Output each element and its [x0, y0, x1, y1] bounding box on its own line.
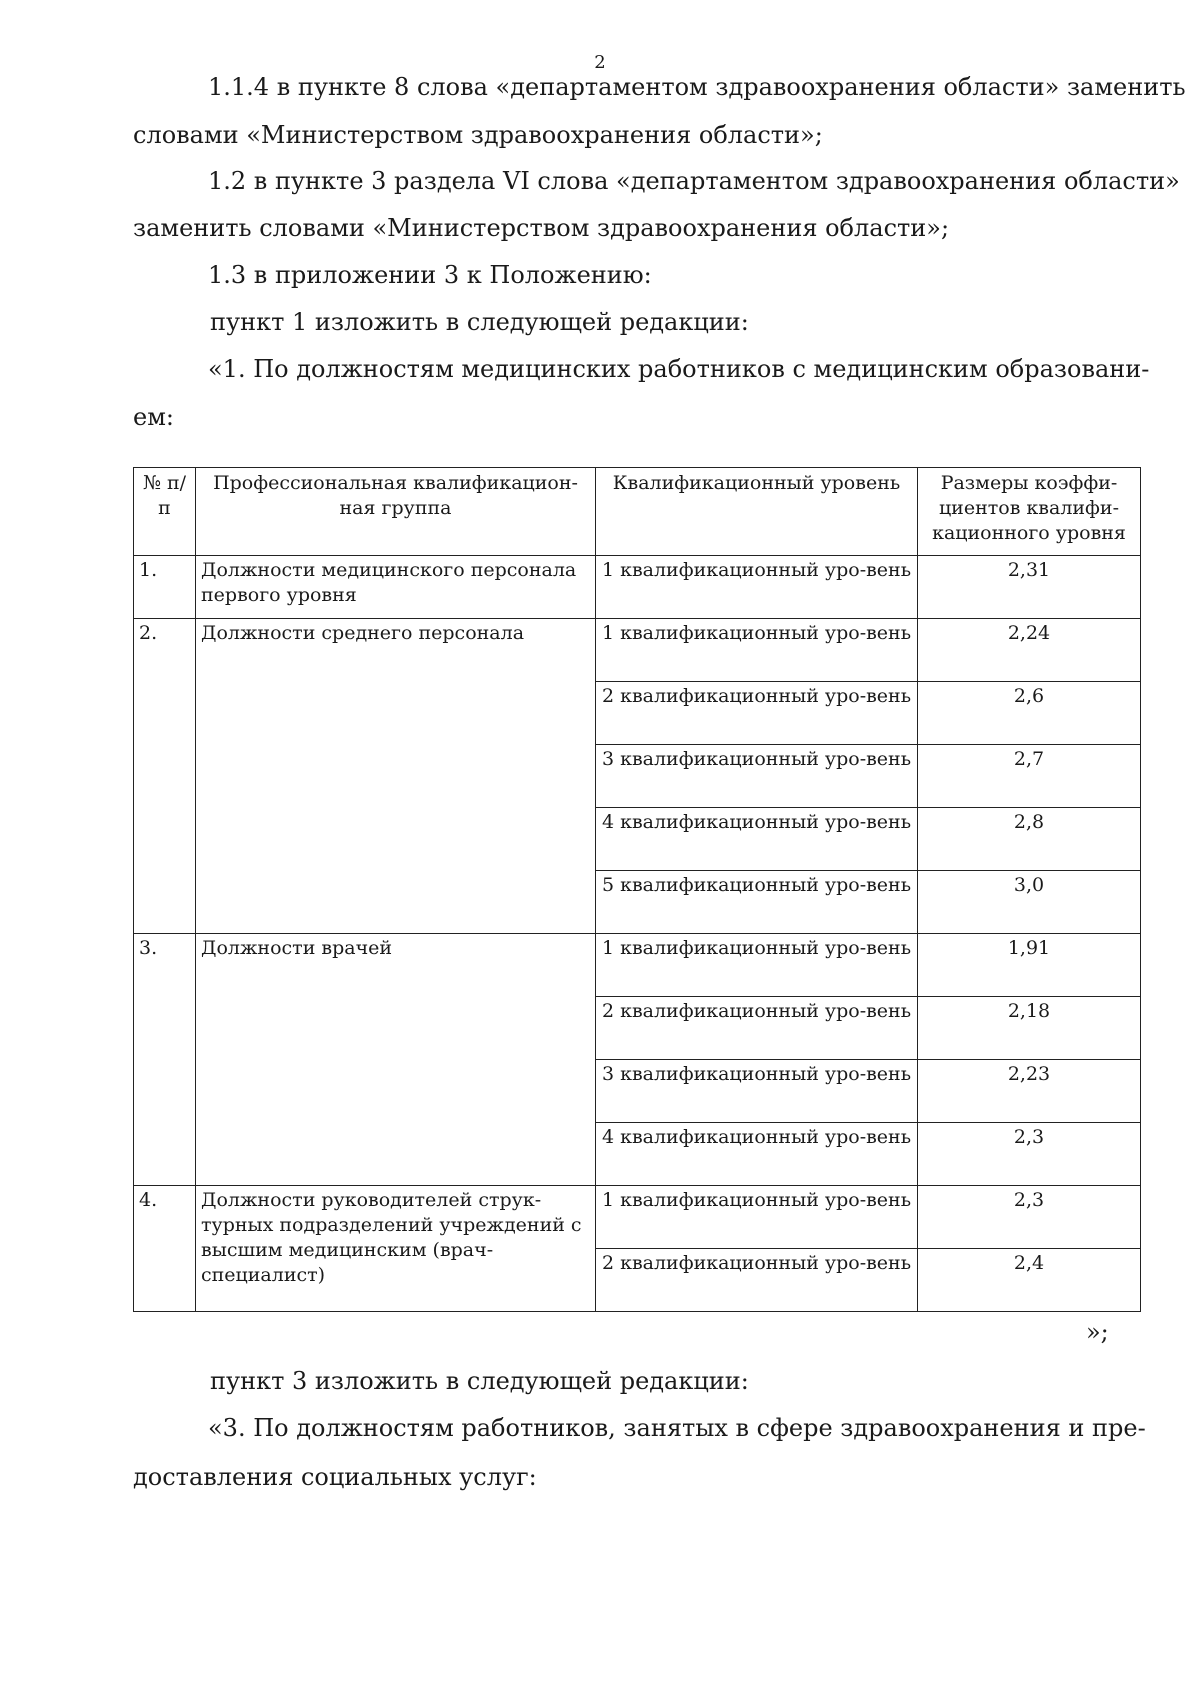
header-coefficient: Размеры коэффи-циентов квалифи-кационного уровня	[918, 468, 1141, 556]
coefficient-cell: 2,6	[918, 682, 1141, 745]
coefficient-cell: 2,3	[918, 1123, 1141, 1186]
paragraph-1-1-4-line-1: 1.1.4 в пункте 8 слова «департаментом здравоохранения области» заменить	[208, 73, 1186, 101]
group-number: 1.	[134, 556, 196, 619]
coefficient-cell: 2,31	[918, 556, 1141, 619]
level-cell: 2 квалификационный уро-вень	[596, 997, 918, 1060]
group-number: 3.	[134, 934, 196, 1186]
paragraph-1-2-line-1: 1.2 в пункте 3 раздела VI слова «департаментом здравоохранения области»	[208, 167, 1180, 195]
paragraph-1-3: 1.3 в приложении 3 к Положению:	[208, 261, 652, 289]
coefficient-cell: 1,91	[918, 934, 1141, 997]
group-number: 2.	[134, 619, 196, 934]
table-row	[134, 934, 1141, 997]
coefficient-cell: 2,24	[918, 619, 1141, 682]
level-cell: 4 квалификационный уро-вень	[596, 1123, 918, 1186]
level-cell: 3 квалификационный уро-вень	[596, 745, 918, 808]
header-qualification-group: Профессиональная квалификацион-ная группа	[196, 468, 596, 556]
level-cell: 4 квалификационный уро-вень	[596, 808, 918, 871]
group-name: Должности среднего персонала	[196, 619, 596, 934]
paragraph-item-3-line-1: «3. По должностям работников, занятых в сфере здравоохранения и пре-	[208, 1414, 1146, 1442]
header-number: № п/п	[134, 468, 196, 556]
table-row	[134, 1186, 1141, 1249]
paragraph-1-1-4-line-2: словами «Министерством здравоохранения области»;	[133, 121, 823, 149]
table-row	[134, 619, 1141, 682]
level-cell: 2 квалификационный уро-вень	[596, 682, 918, 745]
paragraph-punkt-3: пункт 3 изложить в следующей редакции:	[210, 1367, 749, 1395]
group-name: Должности медицинского персонала первого уровня	[196, 556, 596, 619]
group-number: 4.	[134, 1186, 196, 1312]
level-cell: 5 квалификационный уро-вень	[596, 871, 918, 934]
coefficient-table	[133, 467, 1141, 1312]
level-cell: 1 квалификационный уро-вень	[596, 619, 918, 682]
coefficient-cell: 2,23	[918, 1060, 1141, 1123]
level-cell: 1 квалификационный уро-вень	[596, 556, 918, 619]
paragraph-punkt-1: пункт 1 изложить в следующей редакции:	[210, 308, 749, 336]
coefficient-cell: 2,4	[918, 1249, 1141, 1312]
level-cell: 3 квалификационный уро-вень	[596, 1060, 918, 1123]
level-cell: 1 квалификационный уро-вень	[596, 1186, 918, 1249]
group-name: Должности руководителей струк-турных подразделений учреждений с высшим медицинским (врач-специалист)	[196, 1186, 596, 1312]
coefficient-cell: 3,0	[918, 871, 1141, 934]
coefficient-cell: 2,7	[918, 745, 1141, 808]
coefficient-cell: 2,8	[918, 808, 1141, 871]
table-row	[134, 556, 1141, 619]
level-cell: 2 квалификационный уро-вень	[596, 1249, 918, 1312]
closing-quote-mark: »;	[1086, 1318, 1109, 1346]
group-name: Должности врачей	[196, 934, 596, 1186]
coefficient-cell: 2,18	[918, 997, 1141, 1060]
level-cell: 1 квалификационный уро-вень	[596, 934, 918, 997]
coefficient-cell: 2,3	[918, 1186, 1141, 1249]
paragraph-item-1-line-2: ем:	[133, 403, 174, 431]
page-number: 2	[594, 52, 606, 73]
header-qualification-level: Квалификационный уровень	[596, 468, 918, 556]
paragraph-item-3-line-2: доставления социальных услуг:	[133, 1463, 537, 1491]
paragraph-item-1-line-1: «1. По должностям медицинских работников с медицинским образовани-	[208, 355, 1150, 383]
table-header-row	[134, 468, 1141, 556]
paragraph-1-2-line-2: заменить словами «Министерством здравоохранения области»;	[133, 214, 950, 242]
